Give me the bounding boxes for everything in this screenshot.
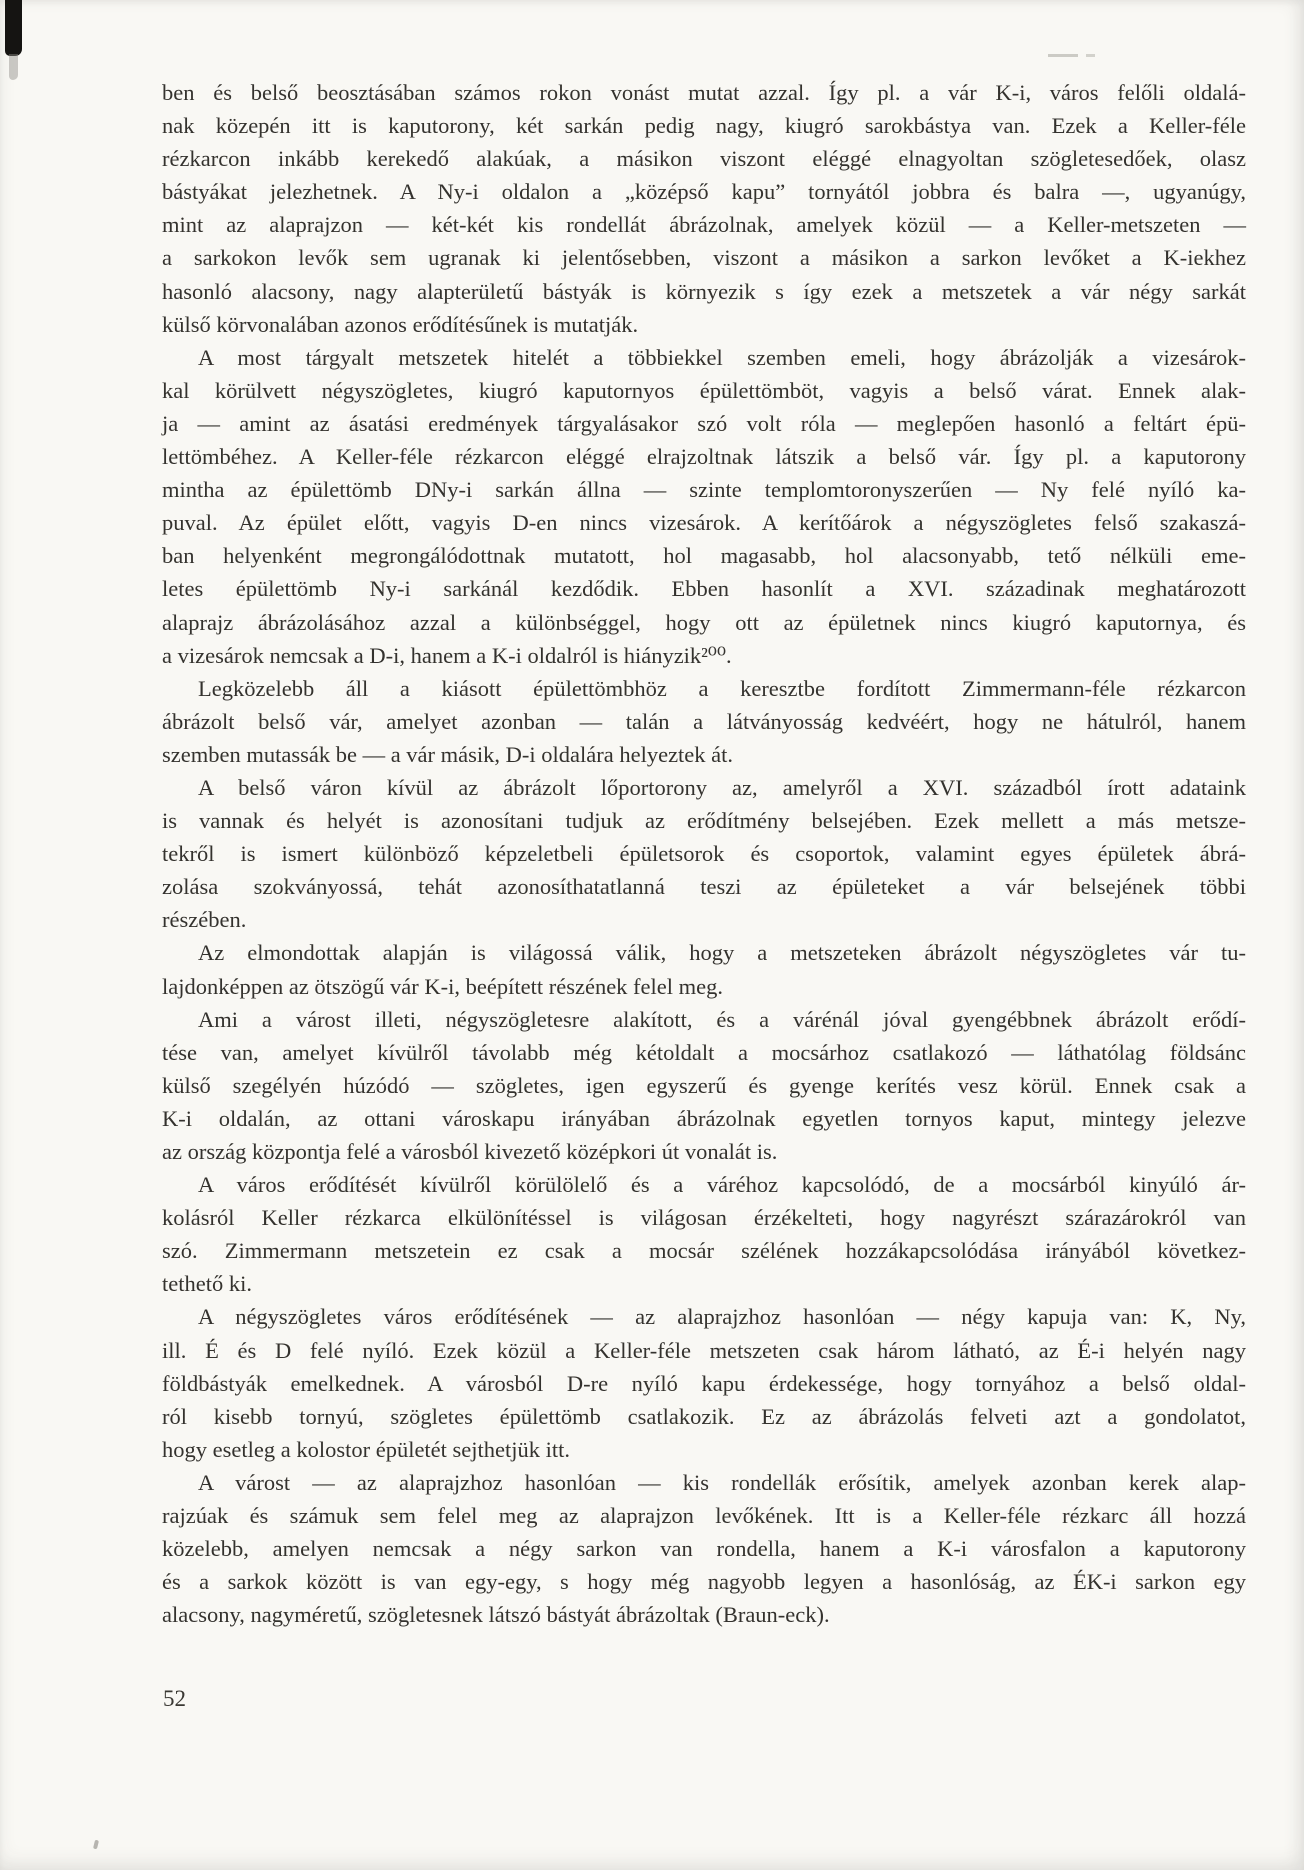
text-line: alacsony, nagyméretű, szögletesnek látszó bástyát ábrázoltak (Braun-eck). [162, 1602, 830, 1628]
paragraph [162, 341, 1246, 672]
scan-edge-blot [5, 0, 22, 56]
text-line: alaprajz ábrázolásához azzal a különbséggel, hogy ott az épületnek nincs kiugró kaputornya, és [162, 609, 1246, 635]
text-line: puval. Az épület előtt, vagyis D-en nincs vizesárok. A kerítőárok a négyszögletes felső szakaszá- [162, 510, 1246, 536]
text-line: A belső váron kívül az ábrázolt lőportorony az, amelyről a XVI. századból írott adataink [198, 774, 1246, 800]
text-line: a vizesárok nemcsak a D-i, hanem a K-i oldalról is hiányzik²⁰⁰. [162, 642, 732, 668]
text-line: részében. [162, 907, 247, 933]
paragraph [162, 1168, 1246, 1300]
text-line: mint az alaprajzon — két-két kis rondellát ábrázolnak, amelyek közül — a Keller-metszeten — [162, 212, 1246, 238]
text-line: letes épülettömb Ny-i sarkánál kezdődik. Ebben hasonlít a XVI. századinak meghatározott [162, 576, 1246, 602]
text-line: Az elmondottak alapján is világossá válik, hogy a metszeteken ábrázolt négyszögletes vár tu- [198, 940, 1246, 966]
paragraph [162, 76, 1246, 341]
text-line: Ami a várost illeti, négyszögletesre alakított, és a várénál jóval gyengébbnek ábrázolt erődí- [198, 1006, 1246, 1032]
text-line: és a sarkok között is van egy-egy, s hogy még nagyobb legyen a hasonlóság, az ÉK-i sarkon egy [162, 1569, 1246, 1595]
text-line: nak közepén itt is kaputorony, két sarkán pedig nagy, kiugró sarokbástya van. Ezek a Keller-féle [162, 113, 1246, 139]
paragraph [162, 936, 1246, 1002]
text-line: kolásról Keller rézkarca elkülönítéssel is világosan érzékelteti, hogy nagyrészt szárazárokról van [162, 1205, 1246, 1231]
text-line: tekről is ismert különböző képzeletbeli épületsorok és csoportok, valamint egyes épületek ábrá- [162, 841, 1246, 867]
paragraph [162, 1300, 1246, 1465]
text-line: Legközelebb áll a kiásott épülettömbhöz a keresztbe fordított Zimmermann-féle rézkarcon [198, 675, 1246, 701]
text-line: rajzúak és számuk sem felel meg az alaprajzon levőkének. Itt is a Keller-féle rézkarc áll hozzá [162, 1503, 1246, 1529]
page-number: 52 [163, 1686, 186, 1711]
text-line: A várost — az alaprajzhoz hasonlóan — kis rondellák erősítik, amelyek azonban kerek alap- [198, 1469, 1246, 1495]
text-line: ábrázolt belső vár, amelyet azonban — talán a látványosság kedvéért, hogy ne hátulról, hanem [162, 708, 1246, 734]
scan-speck-artifact [93, 1840, 99, 1850]
text-line: A most tárgyalt metszetek hitelét a többiekkel szemben emeli, hogy ábrázolják a vizesárok- [198, 344, 1246, 370]
text-line: A négyszögletes város erődítésének — az alaprajzhoz hasonlóan — négy kapuja van: K, Ny, [198, 1304, 1246, 1330]
scan-dash-artifact [1086, 54, 1095, 57]
text-line: ill. É és D felé nyíló. Ezek közül a Keller-féle metszeten csak három látható, az É-i helyén nagy [162, 1337, 1246, 1363]
text-line: szemben mutassák be — a vár másik, D-i oldalára helyeztek át. [162, 741, 734, 767]
text-line: mintha az épülettömb DNy-i sarkán állna — szinte templomtoronyszerűen — Ny felé nyíló ka- [162, 477, 1246, 503]
text-line: lettömbéhez. A Keller-féle rézkarcon eléggé elrajzoltnak látszik a belső vár. Így pl. a kaputorony [162, 444, 1246, 470]
text-line: ról kisebb tornyú, szögletes épülettömb csatlakozik. Ez az ábrázolás felveti azt a gondolatot, [162, 1403, 1246, 1429]
paragraph [162, 771, 1246, 936]
text-line: ben és belső beosztásában számos rokon vonást mutat azzal. Így pl. a vár K-i, város felőli oldalá- [162, 80, 1246, 105]
scan-edge-blot-tail [9, 54, 18, 80]
text-line: lajdonképpen az ötszögű vár K-i, beépített részének felel meg. [162, 973, 724, 999]
text-line: hasonló alacsony, nagy alapterületű bástyák is környezik s így ezek a metszetek a vár négy sarkát [162, 278, 1246, 304]
text-line: szó. Zimmermann metszetein ez csak a mocsár szélének hozzákapcsolódása irányából következ- [162, 1238, 1246, 1264]
text-line: kal körülvett négyszögletes, kiugró kaputornyos épülettömböt, vagyis a belső várat. Ennek alak- [162, 377, 1246, 403]
text-line: A város erődítését kívülről körülölelő és a váréhoz kapcsolódó, de a mocsárból kinyúló ár- [198, 1172, 1246, 1198]
paragraph [162, 1466, 1246, 1631]
text-line: zolása szokványossá, tehát azonosíthatatlanná teszi az épületeket a vár belsejének többi [162, 874, 1246, 900]
text-line: földbástyák emelkednek. A városból D-re nyíló kapu érdekessége, hogy tornyához a belső oldal- [162, 1370, 1246, 1396]
text-line: is vannak és helyét is azonosítani tudjuk az erődítmény belsejében. Ezek mellett a más metsze- [162, 808, 1246, 834]
scan-dash-artifact [1048, 54, 1078, 57]
body-text [162, 76, 1246, 1631]
text-line: közelebb, amelyen nemcsak a négy sarkon van rondella, hanem a K-i városfalon a kaputorony [162, 1536, 1246, 1562]
text-line: rézkarcon inkább kerekedő alakúak, a másikon viszont eléggé elnagyoltan szögletesedőek, olasz [162, 146, 1246, 172]
text-line: ban helyenként megrongálódottnak mutatott, hol magasabb, hol alacsonyabb, tető nélküli eme- [162, 543, 1246, 569]
text-line: tése van, amelyet kívülről távolabb még kétoldalt a mocsárhoz csatlakozó — láthatólag földsánc [162, 1039, 1246, 1065]
text-line: az ország központja felé a városból kivezető középkori út vonalát is. [162, 1139, 778, 1164]
text-line: ja — amint az ásatási eredmények tárgyalásakor szó volt róla — meglepően hasonló a feltárt épü- [162, 410, 1246, 436]
paragraph [162, 672, 1246, 771]
text-line: külső szegélyén húzódó — szögletes, igen egyszerű és gyenge kerítés vesz körül. Ennek csak a [162, 1072, 1246, 1098]
text-line: tethető ki. [162, 1271, 252, 1297]
paragraph [162, 1003, 1246, 1168]
text-line: a sarkokon levők sem ugranak ki jelentősebben, viszont a másikon a sarkon levőket a K-iekhez [162, 245, 1246, 271]
text-line: K-i oldalán, az ottani városkapu irányában ábrázolnak egyetlen tornyos kaput, mintegy jelezve [162, 1105, 1246, 1131]
text-line: külső körvonalában azonos erődítésűnek is mutatják. [162, 311, 639, 337]
text-line: hogy esetleg a kolostor épületét sejthetjük itt. [162, 1436, 571, 1462]
text-line: bástyákat jelezhetnek. A Ny-i oldalon a „középső kapu” tornyától jobbra és balra —, ugyanúgy, [162, 179, 1246, 205]
